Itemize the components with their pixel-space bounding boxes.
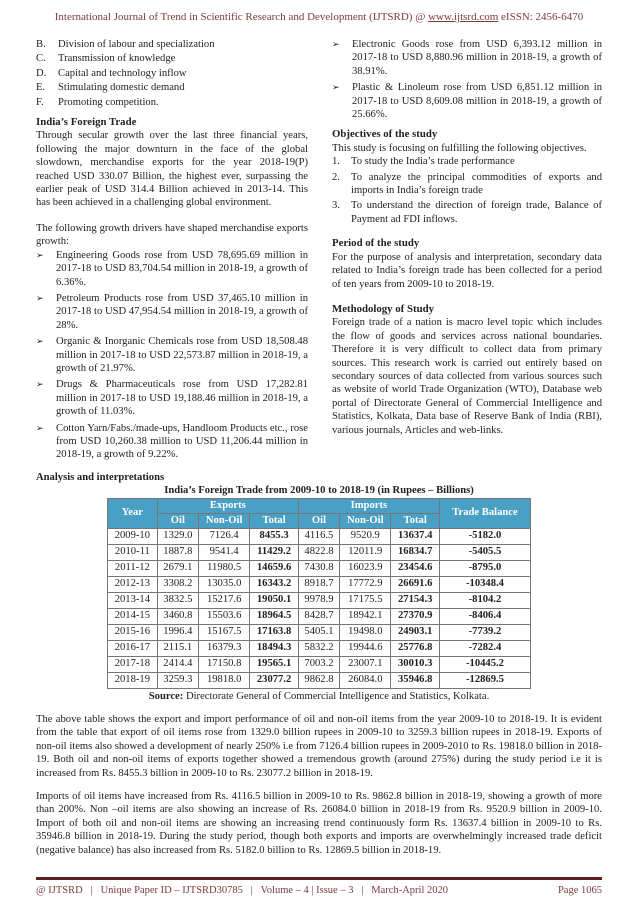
table-cell: -7739.2 — [439, 624, 530, 640]
table-cell: -5405.5 — [439, 544, 530, 560]
col-exports: Exports — [157, 498, 298, 513]
source-text: Directorate General of Commercial Intelligence and Statistics, Kolkata. — [183, 690, 490, 702]
table-cell: 2017-18 — [108, 656, 158, 672]
list-marker: 1. — [332, 156, 340, 168]
table-cell: 2115.1 — [157, 640, 198, 656]
table-cell: 14659.6 — [250, 560, 299, 576]
table-cell: 15167.5 — [198, 624, 249, 640]
table-cell: 19944.6 — [340, 640, 391, 656]
objectives-list — [332, 155, 602, 226]
section-heading: India’s Foreign Trade — [36, 116, 137, 129]
col-imports: Imports — [298, 498, 439, 513]
bullet-text: Drugs & Pharmaceuticals rose from USD 17,282.81 million in 2017-18 to USD 19,188.46 million in 2018-19, a growth of 11.03%. — [56, 379, 308, 418]
table-cell: 2013-14 — [108, 592, 158, 608]
right-column — [332, 38, 602, 437]
table-row — [108, 592, 531, 608]
table-cell: 9862.8 — [298, 672, 339, 688]
journal-header — [0, 11, 638, 24]
header-text: International Journal of Trend in Scientific Research and Development (IJTSRD) @ — [54, 11, 429, 23]
table-row — [108, 672, 531, 688]
table-row — [108, 560, 531, 576]
footer-info: @ IJTSRD | Unique Paper ID – IJTSRD30785 | Volume – 4 | Issue – 3 | March-April 2020 — [36, 885, 448, 896]
table-cell: 3308.2 — [157, 576, 198, 592]
spacer — [36, 210, 308, 222]
arrow-bullet-icon: ➢ — [332, 82, 340, 93]
table-cell: 7003.2 — [298, 656, 339, 672]
table-cell: 2014-15 — [108, 608, 158, 624]
trade-table — [107, 498, 531, 689]
arrow-bullet-icon: ➢ — [36, 292, 44, 303]
list-text: To understand the direction of foreign trade, Balance of Payment ad FDI inflows. — [351, 200, 602, 225]
footer — [36, 884, 602, 897]
bullet-item — [332, 81, 602, 121]
bullet-item — [36, 335, 308, 375]
col-year: Year — [108, 498, 158, 528]
table-cell: 1887.8 — [157, 544, 198, 560]
list-text: To analyze the principal commodities of exports and imports in India’s foreign trade — [351, 171, 602, 197]
table-cell: 2012-13 — [108, 576, 158, 592]
col-non-oil: Non-Oil — [340, 513, 391, 528]
list-text: To study the India’s trade performance — [351, 156, 515, 168]
table-block — [107, 484, 531, 703]
col-oil: Oil — [157, 513, 198, 528]
paragraph: The following growth drivers have shaped merchandise exports growth: — [36, 222, 308, 248]
table-cell: 23007.1 — [340, 656, 391, 672]
table-cell: 2011-12 — [108, 560, 158, 576]
table-cell: 9541.4 — [198, 544, 249, 560]
list-marker: F. — [36, 96, 44, 108]
table-cell: 7430.8 — [298, 560, 339, 576]
list-item — [332, 199, 602, 226]
col-oil: Oil — [298, 513, 339, 528]
bullet-list — [36, 249, 308, 462]
bullet-item — [36, 249, 308, 289]
bullet-text: Plastic & Linoleum rose from USD 6,851.12 million in 2017-18 to USD 8,609.08 million in 2018-19, a growth of 25.66%. — [352, 82, 602, 121]
table-cell: 1329.0 — [157, 528, 198, 544]
table-cell: 15217.6 — [198, 592, 249, 608]
source-label: Source: — [148, 690, 184, 702]
table-cell: 11429.2 — [250, 544, 299, 560]
table-cell: 2018-19 — [108, 672, 158, 688]
col-total: Total — [391, 513, 440, 528]
section-heading: Analysis and interpretations — [36, 471, 165, 483]
list-text: Promoting competition. — [58, 96, 159, 108]
arrow-bullet-icon: ➢ — [36, 422, 44, 433]
table-cell: 13035.0 — [198, 576, 249, 592]
bullet-text: Electronic Goods rose from USD 6,393.12 million in 2017-18 to USD 8,880.96 million in 2018-19, a growth of 38.91%. — [352, 39, 602, 77]
table-cell: -8104.2 — [439, 592, 530, 608]
list-item — [36, 81, 308, 94]
table-cell: 18964.5 — [250, 608, 299, 624]
list-marker: D. — [36, 67, 47, 79]
list-item — [332, 155, 602, 168]
table-cell: 16023.9 — [340, 560, 391, 576]
table-row — [108, 576, 531, 592]
table-cell: 8918.7 — [298, 576, 339, 592]
table-cell: 24903.1 — [391, 624, 440, 640]
table-cell: 9978.9 — [298, 592, 339, 608]
table-cell: 16343.2 — [250, 576, 299, 592]
table-cell: 16379.3 — [198, 640, 249, 656]
table-cell: 8455.3 — [250, 528, 299, 544]
list-item — [36, 96, 308, 109]
table-cell: 26691.6 — [391, 576, 440, 592]
table-cell: 15503.6 — [198, 608, 249, 624]
table-cell: 1996.4 — [157, 624, 198, 640]
table-cell: 11980.5 — [198, 560, 249, 576]
table-cell: -8406.4 — [439, 608, 530, 624]
page-number: Page 1065 — [557, 885, 602, 896]
arrow-bullet-icon: ➢ — [36, 379, 44, 390]
table-cell: 26084.0 — [340, 672, 391, 688]
table-cell: 27154.3 — [391, 592, 440, 608]
table-caption: India’s Foreign Trade from 2009-10 to 2018-19 (in Rupees – Billions) — [164, 485, 474, 497]
bullet-list — [332, 38, 602, 121]
paragraph: For the purpose of analysis and interpretation, secondary data related to India’s foreign trade has been collected for a period of ten years from 2009-10 to 2018-19. — [332, 251, 602, 290]
bullet-text: Organic & Inorganic Chemicals rose from USD 18,508.48 million in 2017-18 to USD 22,573.87 million in 2018-19, a growth of 21.97%. — [56, 336, 308, 374]
issn: eISSN: 2456-6470 — [498, 11, 584, 23]
paragraph: The above table shows the export and import performance of oil and non-oil items from the year 2009-10 to 2018-19. It is evident from the table that export of oil items rose from 1329.0 billion rupees in 2009-10 to 3259.3 billion rupees in 2018-19. Exports of non-oil items also showed a development of nearly 250% i.e from 7126.4 billion rupees in 2009-2010 to Rs. 19818.0 billion in 2018-19. Both oil and non-oil items of exports together showed a tremendous growth (around 275%) during the study period i.e it is increased from Rs. 8455.3 billion in 2009-10 to Rs. 23077.2 billion in 2018-19. — [36, 714, 602, 779]
table-cell: 3259.3 — [157, 672, 198, 688]
paragraph: Through secular growth over the last three financial years, following the major downturn in the face of the global slowdown, merchandise exports for the year 2018-19(P) reached USD 330.07 Billion, the highest ever, surpassing the earlier peak of USD 314.4 Billion achieved in 2013-14. This has been achieved in a challenging global environment. — [36, 130, 308, 209]
list-item — [36, 67, 308, 80]
table-cell: 35946.8 — [391, 672, 440, 688]
table-cell: 23077.2 — [250, 672, 299, 688]
page-body — [36, 38, 602, 857]
table-cell: 4116.5 — [298, 528, 339, 544]
bullet-text: Petroleum Products rose from USD 37,465.10 million in 2017-18 to USD 47,954.54 million in 2018-19, a growth of 28%. — [56, 292, 308, 331]
list-marker: 2. — [332, 171, 340, 183]
list-marker: 3. — [332, 200, 340, 212]
table-cell: 19565.1 — [250, 656, 299, 672]
paragraph: Foreign trade of a nation is macro level topic which includes the flow of goods and services across national boundaries. Therefore it is very difficult to collect data from primary sources. This research work is carried out entirely based on secondary sources of data collected from various sources such as website of world Trade Organization (WTO), Database web portal of Directorate General of Commercial Intelligence and Statistics, Kolkata, Data base of Reserve Bank of India (RBI), various journals, Articles and web-links. — [332, 317, 602, 436]
table-row — [108, 624, 531, 640]
list-item — [36, 52, 308, 65]
table-cell: 16834.7 — [391, 544, 440, 560]
two-columns — [36, 38, 602, 465]
table-cell: 19050.1 — [250, 592, 299, 608]
table-cell: -8795.0 — [439, 560, 530, 576]
table-cell: 17175.5 — [340, 592, 391, 608]
list-text: Capital and technology inflow — [58, 67, 187, 79]
list-item — [36, 38, 308, 51]
table-cell: 2010-11 — [108, 544, 158, 560]
table-cell: 19498.0 — [340, 624, 391, 640]
table-row — [108, 640, 531, 656]
list-text: Transmission of knowledge — [58, 53, 176, 65]
table-cell: 12011.9 — [340, 544, 391, 560]
table-cell: 2016-17 — [108, 640, 158, 656]
table-cell: 18942.1 — [340, 608, 391, 624]
table-cell: 5832.2 — [298, 640, 339, 656]
table-cell: 2009-10 — [108, 528, 158, 544]
bullet-item — [36, 422, 308, 462]
list-marker: E. — [36, 82, 46, 94]
list-marker: B. — [36, 39, 46, 50]
table-cell: 2414.4 — [157, 656, 198, 672]
table-cell: 2679.1 — [157, 560, 198, 576]
bullet-item — [36, 378, 308, 418]
table-cell: 8428.7 — [298, 608, 339, 624]
table-cell: 23454.6 — [391, 560, 440, 576]
table-cell: 9520.9 — [340, 528, 391, 544]
table-row — [108, 528, 531, 544]
table-cell: 3460.8 — [157, 608, 198, 624]
table-cell: 17163.8 — [250, 624, 299, 640]
journal-link[interactable]: www.ijtsrd.com — [428, 11, 499, 23]
arrow-bullet-icon: ➢ — [36, 249, 44, 260]
table-row — [108, 544, 531, 560]
col-trade-balance: Trade Balance — [439, 498, 530, 528]
table-row — [108, 608, 531, 624]
table-cell: -7282.4 — [439, 640, 530, 656]
table-cell: 30010.3 — [391, 656, 440, 672]
table-cell: 2015-16 — [108, 624, 158, 640]
list-item — [332, 171, 602, 198]
bullet-text: Cotton Yarn/Fabs./made-ups, Handloom Products etc., rose from USD 10,260.38 million to USD 11,206.44 million in 2018-19, a growth of 9.22%. — [56, 422, 308, 461]
table-cell: 7126.4 — [198, 528, 249, 544]
table-cell: 25776.8 — [391, 640, 440, 656]
arrow-bullet-icon: ➢ — [36, 336, 44, 347]
table-cell: 18494.3 — [250, 640, 299, 656]
footer-divider — [36, 877, 602, 880]
table-cell: 17772.9 — [340, 576, 391, 592]
bullet-item — [332, 38, 602, 78]
table-cell: -10445.2 — [439, 656, 530, 672]
table-cell: 19818.0 — [198, 672, 249, 688]
left-column — [36, 38, 308, 465]
section-heading: Methodology of Study — [332, 302, 434, 315]
table-cell: 5405.1 — [298, 624, 339, 640]
table-cell: 17150.8 — [198, 656, 249, 672]
table-cell: -10348.4 — [439, 576, 530, 592]
col-non-oil: Non-Oil — [198, 513, 249, 528]
table-cell: 3832.5 — [157, 592, 198, 608]
bullet-item — [36, 292, 308, 332]
arrow-bullet-icon: ➢ — [332, 39, 340, 49]
paragraph: Imports of oil items have increased from Rs. 4116.5 billion in 2009-10 to Rs. 9862.8 billion in 2018-19, showing a growth of more than 200%. Non –oil items are also showing an increase of Rs. 26084.0 billion in 2018-19 from Rs. 9520.9 billion in 2009-10. Import of both oil and non-oil items are showing an increasing trend continuously form Rs. 13637.4 billion in 2009-10 to Rs. 35946.8 billion in 2018-19. During the study period, though both exports and imports are overwhelmingly increased trade deficit (negative balance) has also increased from Rs. 5182.0 billion to Rs. 12869.5 billion in 2018-19. — [36, 791, 602, 856]
list-text: Division of labour and specialization — [58, 39, 215, 50]
alpha-list — [36, 38, 308, 109]
list-marker: C. — [36, 53, 46, 65]
table-cell: 13637.4 — [391, 528, 440, 544]
table-cell: -5182.0 — [439, 528, 530, 544]
section-heading: Objectives of the study — [332, 128, 438, 141]
list-text: Stimulating domestic demand — [58, 82, 185, 94]
section-heading: Period of the study — [332, 237, 420, 250]
table-cell: -12869.5 — [439, 672, 530, 688]
table-row — [108, 656, 531, 672]
col-total: Total — [250, 513, 299, 528]
table-cell: 27370.9 — [391, 608, 440, 624]
paragraph: This study is focusing on fulfilling the following objectives. — [332, 142, 587, 154]
table-cell: 4822.8 — [298, 544, 339, 560]
bullet-text: Engineering Goods rose from USD 78,695.69 million in 2017-18 to USD 83,704.54 million in 2018-19, a growth of 6.36%. — [56, 249, 308, 288]
table-source — [107, 690, 531, 703]
